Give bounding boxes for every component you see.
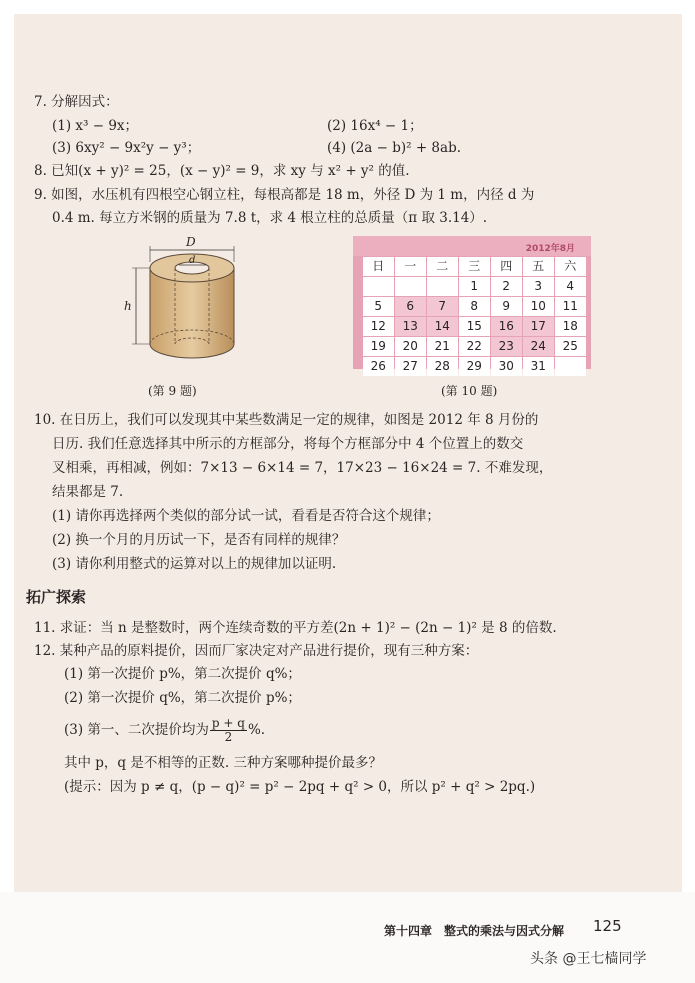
calendar-day: 24 — [523, 337, 554, 356]
calendar-day: 28 — [427, 357, 458, 376]
calendar-day: 31 — [523, 357, 554, 376]
figure-9-label-d: d — [189, 255, 196, 266]
calendar-weekday: 二 — [427, 257, 458, 276]
calendar-day: 16 — [491, 317, 522, 336]
calendar-day: 13 — [395, 317, 426, 336]
calendar-day: 5 — [363, 297, 394, 316]
fraction-numerator: p + q — [211, 716, 245, 730]
calendar-day — [427, 277, 458, 296]
problem-9-line-2: 0.4 m. 每立方米钢的质量为 7.8 t，求 4 根立柱的总质量（π 取 3.14）. — [52, 210, 488, 226]
figure-9-label-h: h — [124, 299, 132, 313]
problem-10-part-3: (3) 请你利用整式的运算对以上的规律加以证明. — [52, 556, 337, 572]
problem-12-part-3-prefix: (3) 第一、二次提价均为 — [64, 722, 209, 738]
calendar-day: 8 — [459, 297, 490, 316]
calendar-day: 12 — [363, 317, 394, 336]
problem-10-line-2: 日历. 我们任意选择其中所示的方框部分，将每个方框部分中 4 个位置上的数交 — [52, 436, 524, 452]
calendar-weekday: 五 — [523, 257, 554, 276]
figure-9-cylinder — [122, 232, 262, 382]
calendar-day — [363, 277, 394, 296]
problem-10-part-2: (2) 换一个月的月历试一下，是否有同样的规律？ — [52, 532, 346, 548]
calendar-day: 9 — [491, 297, 522, 316]
page-margin — [0, 892, 695, 983]
calendar-day: 7 — [427, 297, 458, 316]
problem-12-question: 其中 p，q 是不相等的正数. 三种方案哪种提价最多？ — [64, 755, 382, 771]
calendar-day: 23 — [491, 337, 522, 356]
calendar-day: 30 — [491, 357, 522, 376]
problem-7-part-2: (2) 16x⁴ − 1； — [327, 118, 423, 134]
calendar-day: 17 — [523, 317, 554, 336]
calendar-weekday: 一 — [395, 257, 426, 276]
problem-11: 11. 求证：当 n 是整数时，两个连续奇数的平方差(2n + 1)² − (2n − 1)² 是 8 的倍数. — [34, 620, 557, 636]
calendar-day: 11 — [555, 297, 586, 316]
problem-12-hint: (提示：因为 p ≠ q，(p − q)² = p² − 2pq + q² > 0，所以 p² + q² > 2pq.) — [64, 779, 536, 795]
calendar-day — [555, 357, 586, 376]
figure-10-caption: (第 10 题) — [441, 384, 498, 398]
problem-12-line-1: 12. 某种产品的原料提价，因而厂家决定对产品进行提价，现有三种方案： — [34, 643, 479, 659]
calendar-day: 27 — [395, 357, 426, 376]
watermark: 头条 @王七樯同学 — [530, 951, 647, 967]
problem-7-part-3: (3) 6xy² − 9x²y − y³； — [52, 140, 201, 156]
chapter-footer: 第十四章 整式的乘法与因式分解 — [384, 924, 565, 938]
problem-10-line-1: 10. 在日历上，我们可以发现其中某些数满足一定的规律，如图是 2012 年 8 月份的 — [34, 412, 539, 428]
problem-12-part-1: (1) 第一次提价 p%，第二次提价 q%； — [64, 666, 301, 682]
calendar-day: 26 — [363, 357, 394, 376]
calendar-day: 29 — [459, 357, 490, 376]
calendar-header — [353, 236, 591, 256]
calendar-title: 2012年8月 — [525, 244, 575, 254]
page-number: 125 — [593, 917, 622, 935]
fraction-denominator: 2 — [224, 730, 233, 744]
calendar-day: 21 — [427, 337, 458, 356]
problem-7-part-1: (1) x³ − 9x； — [52, 118, 139, 134]
calendar-day — [395, 277, 426, 296]
section-title: 拓广探索 — [26, 588, 87, 606]
problem-7-head: 7. 分解因式： — [34, 94, 119, 110]
calendar-day: 2 — [491, 277, 522, 296]
calendar-day: 3 — [523, 277, 554, 296]
calendar-weekday: 四 — [491, 257, 522, 276]
problem-12-part-3 — [64, 714, 265, 746]
fraction-p-plus-q-over-2 — [210, 717, 247, 744]
calendar-day: 20 — [395, 337, 426, 356]
problem-12-part-2: (2) 第一次提价 q%，第二次提价 p%； — [64, 690, 301, 706]
calendar-weekday: 日 — [363, 257, 394, 276]
calendar-day: 14 — [427, 317, 458, 336]
calendar-weekday: 六 — [555, 257, 586, 276]
problem-12-part-3-suffix: %. — [247, 722, 266, 738]
calendar-day: 6 — [395, 297, 426, 316]
figure-9-label-D: D — [186, 235, 196, 249]
calendar-weekday: 三 — [459, 257, 490, 276]
problem-10-line-3: 叉相乘，再相减，例如：7×13 − 6×14 = 7，17×23 − 16×24 = 7. 不难发现， — [52, 460, 553, 476]
calendar-day: 19 — [363, 337, 394, 356]
problem-9-line-1: 9. 如图，水压机有四根空心钢立柱，每根高都是 18 m，外径 D 为 1 m，内径 d 为 — [34, 187, 535, 203]
problem-10-part-1: (1) 请你再选择两个类似的部分试一试，看看是否符合这个规律； — [52, 508, 440, 524]
calendar-day: 15 — [459, 317, 490, 336]
calendar-day: 10 — [523, 297, 554, 316]
figure-9-caption: (第 9 题) — [148, 384, 197, 398]
calendar-day: 18 — [555, 317, 586, 336]
calendar-day: 22 — [459, 337, 490, 356]
problem-8: 8. 已知(x + y)² = 25，(x − y)² = 9，求 xy 与 x² + y² 的值. — [34, 163, 410, 179]
calendar-day: 4 — [555, 277, 586, 296]
figure-10-calendar — [353, 236, 591, 373]
calendar-day: 1 — [459, 277, 490, 296]
problem-7-part-4: (4) (2a − b)² + 8ab. — [327, 140, 461, 156]
problem-10-line-4: 结果都是 7. — [52, 484, 124, 500]
calendar-day: 25 — [555, 337, 586, 356]
calendar-grid — [363, 257, 586, 376]
